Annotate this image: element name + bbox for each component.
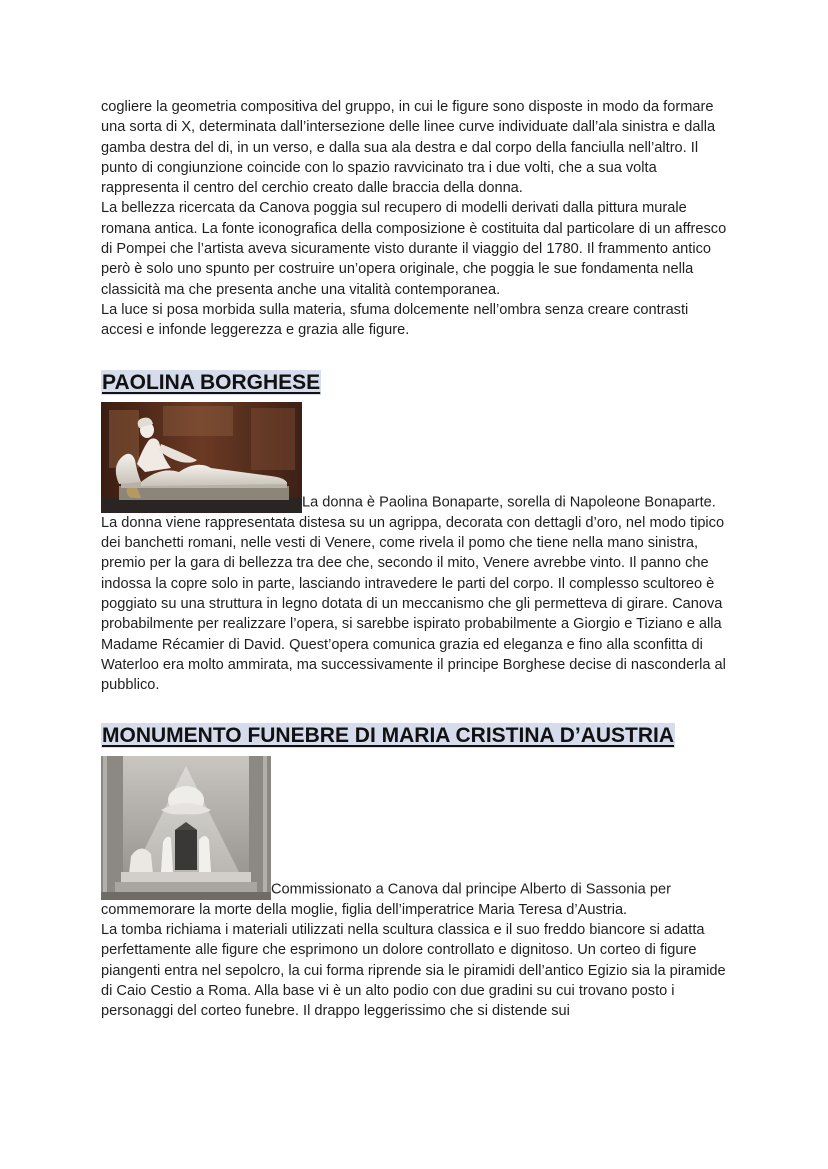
intro-paragraph-1: cogliere la geometria compositiva del gruppo, in cui le figure sono disposte in modo da formare una sorta di X, determinata dall’intersezione delle linee curve individuate dall’ala sinistra e dalla gamba destra del di, in un verso, e dalla sua ala destra e dal corpo della fanciulla nell’altro. Il punto di congiunzione coincide con lo spazio ravvicinato tra i due volti, che a sua volta rappresenta il centro del cerchio creato dalle braccia della donna. — [101, 99, 716, 197]
section1-figure-paragraph — [101, 395, 729, 513]
monumento-funebre-photo — [101, 756, 271, 900]
intro-paragraph-2: La bellezza ricercata da Canova poggia sul recupero di modelli derivati dalla pittura murale romana antica. La fonte iconografica della composizione è costituita dal particolare di un affresco di Pompei che l’artista aveva sicuramente visto durante il viaggio del 1780. Il frammento antico però è solo uno spunto per costruire un’opera originale, che poggia le sue fondamenta nella classicità ma che presenta anche una vitalità contemporanea. — [101, 200, 727, 298]
section2-figure-paragraph — [101, 748, 729, 920]
section-heading-monumento-funebre: MONUMENTO FUNEBRE DI MARIA CRISTINA D’AUSTRIA — [102, 723, 675, 747]
monumento-funebre-caption: Commissionato a Canova dal principe Alberto di Sassonia per commemorare la morte della moglie, figlia dell’imperatrice Maria Teresa d’Austria. — [101, 881, 671, 918]
section2-body: La tomba richiama i materiali utilizzati nella scultura classica e il suo freddo biancore si adatta perfettamente alle figure che esprimono un dolore controllato e dignitoso. Un corteo di figure piangenti entra nel sepolcro, la cui forma riprende sia le piramidi dell’antico Egizio sia la piramide di Caio Cestio a Roma. Alla base vi è un alto podio con due gradini su cui trovano posto i personaggi del corteo funebre. Il drappo leggerissimo che si distende sui — [101, 922, 726, 1020]
document-content — [101, 97, 729, 1022]
section-heading-paolina-borghese: PAOLINA BORGHESE — [102, 370, 321, 394]
intro-paragraph-3: La luce si posa morbida sulla materia, sfuma dolcemente nell’ombra senza creare contrasti accesi e infonde leggerezza e grazia alle figure. — [101, 301, 689, 339]
paolina-borghese-caption: La donna è Paolina Bonaparte, sorella di Napoleone Bonaparte. — [302, 494, 716, 511]
section1-body: La donna viene rappresentata distesa su un agrippa, decorata con dettagli d’oro, nel modo tipico dei banchetti romani, nelle vesti di Venere, come rivela il pomo che tiene nella mano sinistra, premio per la gara di bellezza tra dee che, secondo il mito, Venere avrebbe vinto. Il panno che indossa la copre solo in parte, lasciando intravedere le parti del corpo. Il complesso scultoreo è poggiato su una struttura in legno dotata di un meccanismo che gli permetteva di girare. Canova probabilmente per realizzare l’opera, si sarebbe ispirato probabilmente a Giorgio e Tiziano e alla Madame Récamier di David. Quest’opera comunica grazia ed eleganza e fino alla sconfitta di Waterloo era molto ammirata, ma successivamente il principe Borghese decise di nasconderla al pubblico. — [101, 514, 726, 694]
paolina-borghese-photo — [101, 402, 302, 513]
